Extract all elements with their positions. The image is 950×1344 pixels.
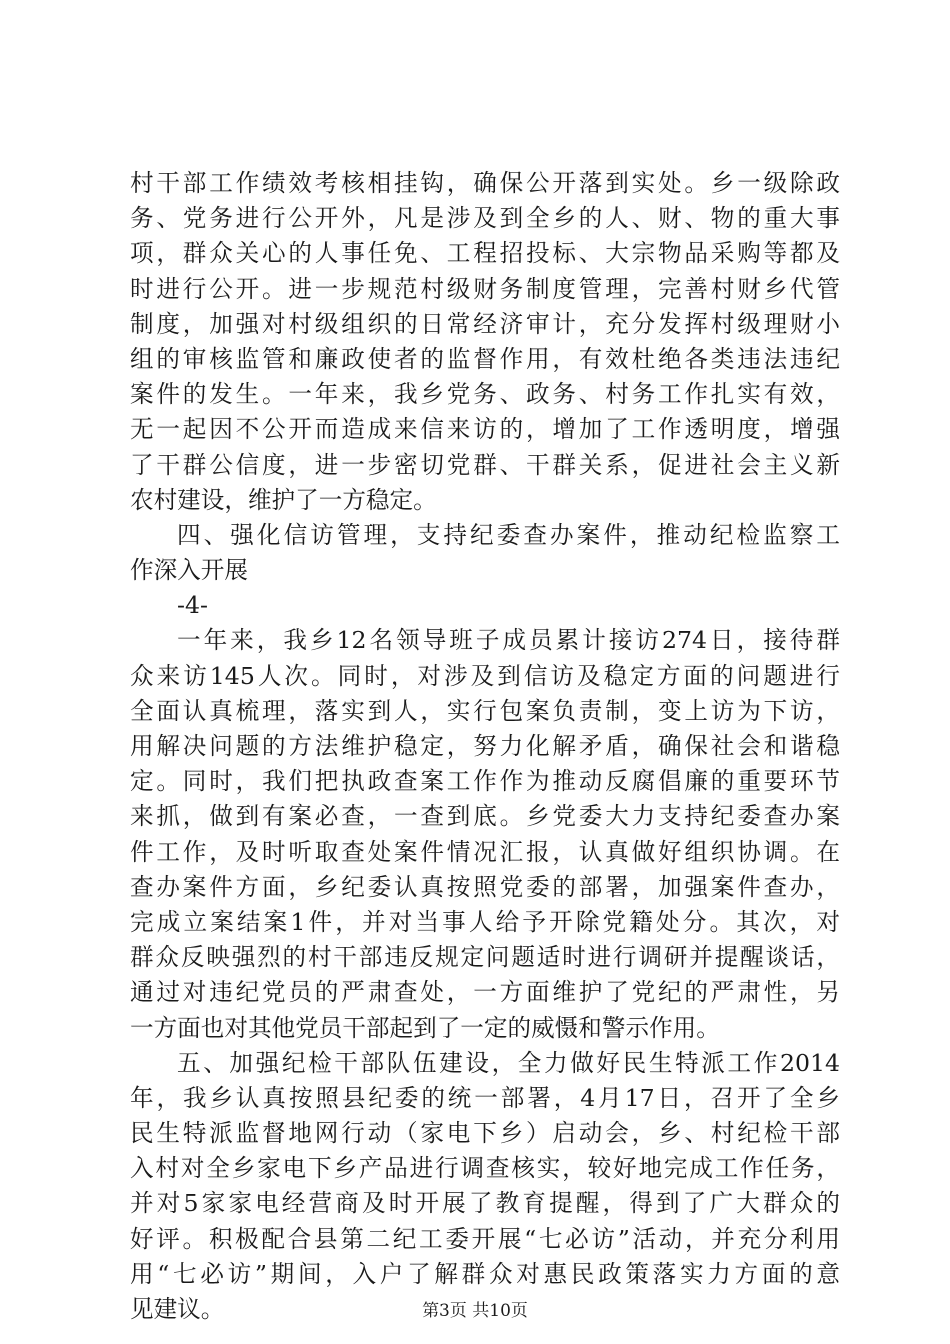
paragraph-line: 一年来，我乡12名领导班子成员累计接访274日，接待群 (177, 626, 840, 655)
paragraph-line: 全面认真梳理，落实到人，实行包案负责制，变上访为下访， (130, 696, 840, 725)
paragraph-line: 通过对违纪党员的严肃查处，一方面维护了党纪的严肃性，另 (130, 978, 840, 1007)
paragraph-line: 务、党务进行公开外，凡是涉及到全乡的人、财、物的重大事 (130, 204, 840, 233)
paragraph-line: 众来访145人次。同时，对涉及到信访及稳定方面的问题进行 (130, 661, 840, 690)
paragraph-line: 完成立案结案1件，并对当事人给予开除党籍处分。其次，对 (130, 907, 840, 936)
paragraph-line: 民生特派监督地网行动（家电下乡）启动会，乡、村纪检干部 (130, 1119, 840, 1148)
paragraph-line: 案件的发生。一年来，我乡党务、政务、村务工作扎实有效， (130, 380, 840, 409)
paragraph-line: 了干群公信度，进一步密切党群、干群关系，促进社会主义新 (130, 450, 840, 479)
paragraph-line: 无一起因不公开而造成来信来访的，增加了工作透明度，增强 (130, 415, 840, 444)
paragraph-line: 件工作，及时听取查处案件情况汇报，认真做好组织协调。在 (130, 837, 840, 866)
paragraph-line: 时进行公开。进一步规范村级财务制度管理，完善村财乡代管 (130, 274, 840, 303)
paragraph-line: 定。同时，我们把执政查案工作作为推动反腐倡廉的重要环节 (130, 767, 840, 796)
paragraph-line: 农村建设，维护了一方稳定。 (130, 485, 437, 514)
paragraph-line: 年，我乡认真按照县纪委的统一部署，4月17日，召开了全乡 (130, 1083, 840, 1112)
paragraph-line: 并对5家家电经营商及时开展了教育提醒，得到了广大群众的 (130, 1189, 840, 1218)
paragraph-line: 查办案件方面，乡纪委认真按照党委的部署，加强案件查办， (130, 872, 840, 901)
section-heading-line: 四、强化信访管理，支持纪委查办案件，推动纪检监察工 (177, 520, 840, 549)
paragraph-line: 制度，加强对村级组织的日常经济审计，充分发挥村级理财小 (130, 309, 840, 338)
paragraph-line: 组的审核监管和廉政使者的监督作用，有效杜绝各类违法违纪 (130, 344, 840, 373)
paragraph-line: 来抓，做到有案必查，一查到底。乡党委大力支持纪委查办案 (130, 802, 840, 831)
paragraph-line: 群众反映强烈的村干部违反规定问题适时进行调研并提醒谈话， (130, 943, 840, 972)
paragraph-line: 村干部工作绩效考核相挂钩，确保公开落到实处。乡一级除政 (130, 169, 840, 197)
page-footer: 第3页 共10页 (422, 1301, 528, 1321)
paragraph-line: 见建议。 (130, 1295, 225, 1323)
paragraph-line: 入村对全乡家电下乡产品进行调查核实，较好地完成工作任务， (130, 1154, 840, 1183)
paragraph-line: 好评。积极配合县第二纪工委开展“七必访”活动，并充分利用 (130, 1224, 840, 1253)
paragraph-line: 一方面也对其他党员干部起到了一定的威慑和警示作用。 (130, 1013, 720, 1042)
paragraph-line: 项，群众关心的人事任免、工程招投标、大宗物品采购等都及 (130, 239, 840, 268)
paragraph-line: 用“七必访”期间，入户了解群众对惠民政策落实力方面的意 (130, 1259, 840, 1288)
paragraph-line: 用解决问题的方法维护稳定，努力化解矛盾，确保社会和谐稳 (130, 732, 840, 760)
section-heading-line: 五、加强纪检干部队伍建设，全力做好民生特派工作2014 (177, 1048, 840, 1077)
section-heading-line: 作深入开展 (130, 556, 248, 585)
inline-page-number: -4- (177, 591, 208, 620)
document-body (130, 166, 840, 1327)
